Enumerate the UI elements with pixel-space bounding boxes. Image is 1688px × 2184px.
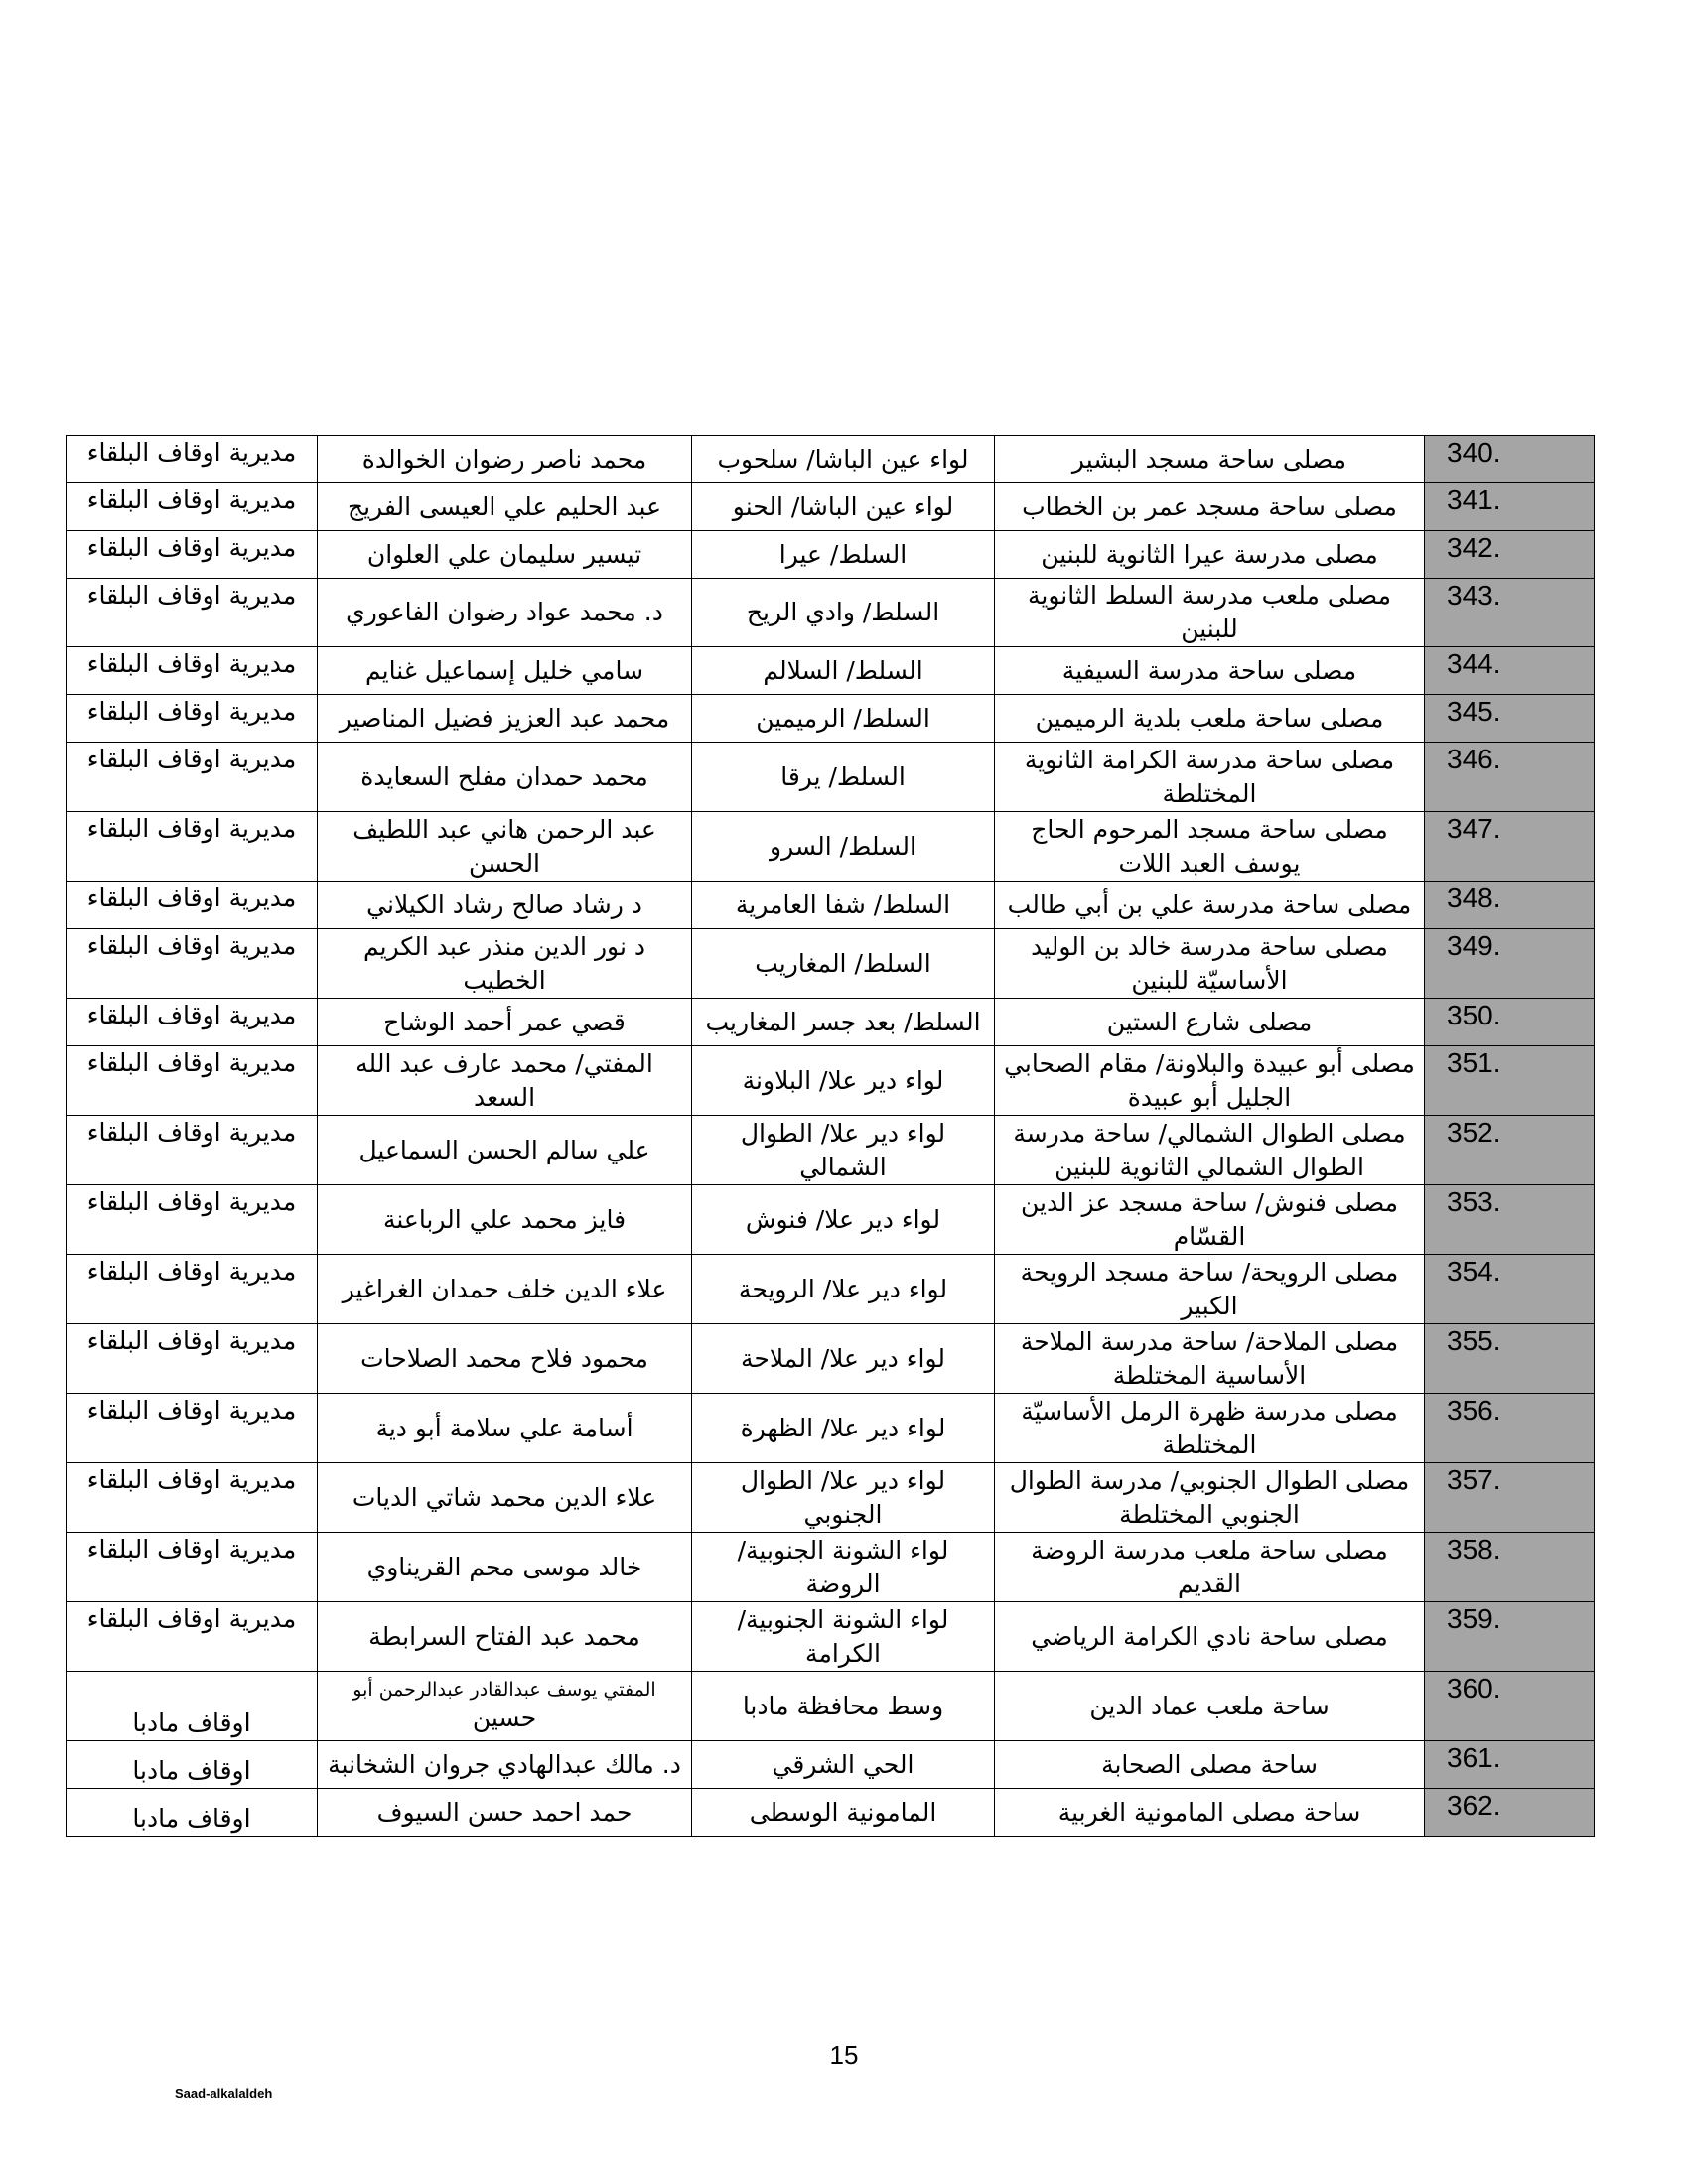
- cell-number: 351.: [1425, 1046, 1595, 1116]
- cell-directorate: مديرية اوقاف البلقاء: [67, 812, 318, 882]
- cell-directorate: مديرية اوقاف البلقاء: [67, 1394, 318, 1463]
- cell-imam: محمد حمدان مفلح السعايدة: [318, 743, 692, 812]
- cell-imam: عبد الحليم علي العيسى الفريج: [318, 483, 692, 531]
- cell-number: 356.: [1425, 1394, 1595, 1463]
- cell-number: 358.: [1425, 1533, 1595, 1602]
- imam-line-1: المفتي يوسف عبدالقادر عبدالرحمن أبو: [352, 1678, 656, 1701]
- cell-area: السلط/ المغاريب: [692, 929, 995, 999]
- cell-directorate: مديرية اوقاف البلقاء: [67, 1046, 318, 1116]
- cell-area: لواء دير علا/ الطوال الشمالي: [692, 1116, 995, 1185]
- cell-number: 354.: [1425, 1255, 1595, 1324]
- table-row: [67, 812, 1595, 882]
- cell-area: السلط/ عيرا: [692, 531, 995, 579]
- table-row: [67, 999, 1595, 1046]
- cell-prayer-place: مصلى ساحة مسجد المرحوم الحاج يوسف العبد اللات: [995, 812, 1425, 882]
- cell-prayer-place: مصلى ساحة مدرسة خالد بن الوليد الأساسيّة للبنين: [995, 929, 1425, 999]
- cell-number: 353.: [1425, 1185, 1595, 1255]
- cell-directorate: مديرية اوقاف البلقاء: [67, 1185, 318, 1255]
- cell-number: 350.: [1425, 999, 1595, 1046]
- cell-prayer-place: مصلى مدرسة عيرا الثانوية للبنين: [995, 531, 1425, 579]
- cell-directorate: مديرية اوقاف البلقاء: [67, 1602, 318, 1672]
- cell-imam: المفتي/ محمد عارف عبد الله السعد: [318, 1046, 692, 1116]
- cell-area: لواء دير علا/ الظهرة: [692, 1394, 995, 1463]
- cell-number: 352.: [1425, 1116, 1595, 1185]
- table-row: [67, 436, 1595, 483]
- table-row: [67, 1672, 1595, 1741]
- cell-prayer-place: مصلى الملاحة/ ساحة مدرسة الملاحة الأساسية المختلطة: [995, 1324, 1425, 1394]
- cell-imam: خالد موسى محم القريناوي: [318, 1533, 692, 1602]
- table-row: [67, 1463, 1595, 1533]
- cell-directorate: مديرية اوقاف البلقاء: [67, 743, 318, 812]
- cell-number: 360.: [1425, 1672, 1595, 1741]
- cell-area: لواء دير علا/ الطوال الجنوبي: [692, 1463, 995, 1533]
- cell-number: 362.: [1425, 1789, 1595, 1837]
- cell-imam: د. محمد عواد رضوان الفاعوري: [318, 579, 692, 647]
- cell-prayer-place: مصلى ساحة مدرسة السيفية: [995, 647, 1425, 695]
- imam-line-2: حسين: [472, 1703, 537, 1732]
- cell-area: السلط/ شفا العامرية: [692, 882, 995, 929]
- cell-directorate: مديرية اوقاف البلقاء: [67, 929, 318, 999]
- table-row: [67, 483, 1595, 531]
- cell-directorate: مديرية اوقاف البلقاء: [67, 647, 318, 695]
- cell-area: المامونية الوسطى: [692, 1789, 995, 1837]
- cell-imam: علاء الدين خلف حمدان الغراغير: [318, 1255, 692, 1324]
- cell-imam: قصي عمر أحمد الوشاح: [318, 999, 692, 1046]
- cell-area: لواء دير علا/ البلاونة: [692, 1046, 995, 1116]
- cell-area: السلط/ يرقا: [692, 743, 995, 812]
- cell-prayer-place: مصلى ساحة مسجد البشير: [995, 436, 1425, 483]
- cell-area: الحي الشرقي: [692, 1741, 995, 1789]
- cell-prayer-place: مصلى الطوال الجنوبي/ مدرسة الطوال الجنوبي المختلطة: [995, 1463, 1425, 1533]
- cell-prayer-place: مصلى ملعب مدرسة السلط الثانوية للبنين: [995, 579, 1425, 647]
- table-row: [67, 1741, 1595, 1789]
- table-row: [67, 743, 1595, 812]
- cell-directorate: مديرية اوقاف البلقاء: [67, 483, 318, 531]
- cell-imam: فايز محمد علي الرباعنة: [318, 1185, 692, 1255]
- cell-prayer-place: مصلى ساحة مسجد عمر بن الخطاب: [995, 483, 1425, 531]
- cell-prayer-place: مصلى ساحة مدرسة علي بن أبي طالب: [995, 882, 1425, 929]
- cell-prayer-place: ساحة ملعب عماد الدين: [995, 1672, 1425, 1741]
- cell-prayer-place: مصلى الطوال الشمالي/ ساحة مدرسة الطوال الشمالي الثانوية للبنين: [995, 1116, 1425, 1185]
- cell-directorate: مديرية اوقاف البلقاء: [67, 1116, 318, 1185]
- cell-area: لواء عين الباشا/ الحنو: [692, 483, 995, 531]
- table-row: [67, 1255, 1595, 1324]
- cell-directorate: مديرية اوقاف البلقاء: [67, 436, 318, 483]
- cell-number: 344.: [1425, 647, 1595, 695]
- table-body: [67, 436, 1595, 1837]
- cell-directorate: مديرية اوقاف البلقاء: [67, 531, 318, 579]
- cell-directorate: اوقاف مادبا: [67, 1741, 318, 1789]
- cell-imam: عبد الرحمن هاني عبد اللطيف الحسن: [318, 812, 692, 882]
- table-row: [67, 647, 1595, 695]
- table-row: [67, 1394, 1595, 1463]
- cell-area: السلط/ السلالم: [692, 647, 995, 695]
- table-row: [67, 1116, 1595, 1185]
- cell-number: 349.: [1425, 929, 1595, 999]
- cell-imam: أسامة علي سلامة أبو دية: [318, 1394, 692, 1463]
- cell-imam: علي سالم الحسن السماعيل: [318, 1116, 692, 1185]
- cell-area: السلط/ السرو: [692, 812, 995, 882]
- cell-prayer-place: مصلى ساحة مدرسة الكرامة الثانوية المختلطة: [995, 743, 1425, 812]
- cell-area: لواء الشونة الجنوبية/ الكرامة: [692, 1602, 995, 1672]
- cell-number: 346.: [1425, 743, 1595, 812]
- author-label: Saad-alkalaldeh: [175, 2086, 273, 2101]
- cell-area: لواء عين الباشا/ سلحوب: [692, 436, 995, 483]
- cell-number: 340.: [1425, 436, 1595, 483]
- table-row: [67, 579, 1595, 647]
- cell-prayer-place: مصلى مدرسة ظهرة الرمل الأساسيّة المختلطة: [995, 1394, 1425, 1463]
- cell-prayer-place: ساحة مصلى الصحابة: [995, 1741, 1425, 1789]
- cell-number: 343.: [1425, 579, 1595, 647]
- cell-number: 341.: [1425, 483, 1595, 531]
- cell-area: وسط محافظة مادبا: [692, 1672, 995, 1741]
- cell-imam: د نور الدين منذر عبد الكريم الخطيب: [318, 929, 692, 999]
- cell-number: 348.: [1425, 882, 1595, 929]
- cell-imam: علاء الدين محمد شاتي الديات: [318, 1463, 692, 1533]
- cell-directorate: مديرية اوقاف البلقاء: [67, 999, 318, 1046]
- cell-directorate: مديرية اوقاف البلقاء: [67, 882, 318, 929]
- cell-number: 359.: [1425, 1602, 1595, 1672]
- cell-number: 355.: [1425, 1324, 1595, 1394]
- cell-area: السلط/ وادي الريح: [692, 579, 995, 647]
- cell-area: السلط/ بعد جسر المغاريب: [692, 999, 995, 1046]
- cell-directorate: مديرية اوقاف البلقاء: [67, 579, 318, 647]
- cell-directorate: اوقاف مادبا: [67, 1789, 318, 1837]
- cell-number: 342.: [1425, 531, 1595, 579]
- table-row: [67, 1602, 1595, 1672]
- table-row: [67, 531, 1595, 579]
- cell-prayer-place: مصلى ساحة نادي الكرامة الرياضي: [995, 1602, 1425, 1672]
- cell-directorate: مديرية اوقاف البلقاء: [67, 1463, 318, 1533]
- table-row: [67, 882, 1595, 929]
- cell-directorate: مديرية اوقاف البلقاء: [67, 1255, 318, 1324]
- cell-directorate: مديرية اوقاف البلقاء: [67, 1324, 318, 1394]
- table-row: [67, 1185, 1595, 1255]
- cell-prayer-place: مصلى الرويحة/ ساحة مسجد الرويحة الكبير: [995, 1255, 1425, 1324]
- cell-imam: د رشاد صالح رشاد الكيلاني: [318, 882, 692, 929]
- cell-imam: د. مالك عبدالهادي جروان الشخانبة: [318, 1741, 692, 1789]
- cell-area: لواء دير علا/ الملاحة: [692, 1324, 995, 1394]
- cell-number: 357.: [1425, 1463, 1595, 1533]
- table-row: [67, 695, 1595, 743]
- cell-imam: محمد عبد الفتاح السرابطة: [318, 1602, 692, 1672]
- cell-prayer-place: مصلى شارع الستين: [995, 999, 1425, 1046]
- cell-area: لواء دير علا/ الرويحة: [692, 1255, 995, 1324]
- cell-number: 345.: [1425, 695, 1595, 743]
- cell-prayer-place: مصلى فنوش/ ساحة مسجد عز الدين القسّام: [995, 1185, 1425, 1255]
- table-row: [67, 1789, 1595, 1837]
- mosques-table: [66, 435, 1595, 1837]
- table-row: [67, 929, 1595, 999]
- cell-imam: سامي خليل إسماعيل غنايم: [318, 647, 692, 695]
- cell-imam: حمد احمد حسن السيوف: [318, 1789, 692, 1837]
- cell-imam: محمد عبد العزيز فضيل المناصير: [318, 695, 692, 743]
- cell-prayer-place: مصلى ساحة ملعب بلدية الرميمين: [995, 695, 1425, 743]
- cell-directorate: اوقاف مادبا: [67, 1672, 318, 1741]
- cell-imam: تيسير سليمان علي العلوان: [318, 531, 692, 579]
- cell-number: 347.: [1425, 812, 1595, 882]
- cell-prayer-place: مصلى ساحة ملعب مدرسة الروضة القديم: [995, 1533, 1425, 1602]
- cell-imam: [318, 1672, 692, 1741]
- cell-area: لواء الشونة الجنوبية/ الروضة: [692, 1533, 995, 1602]
- cell-prayer-place: ساحة مصلى المامونية الغربية: [995, 1789, 1425, 1837]
- cell-directorate: مديرية اوقاف البلقاء: [67, 1533, 318, 1602]
- cell-directorate: مديرية اوقاف البلقاء: [67, 695, 318, 743]
- table-row: [67, 1533, 1595, 1602]
- cell-area: السلط/ الرميمين: [692, 695, 995, 743]
- table-row: [67, 1324, 1595, 1394]
- page-number: 15: [829, 2040, 859, 2070]
- table-row: [67, 1046, 1595, 1116]
- cell-area: لواء دير علا/ فنوش: [692, 1185, 995, 1255]
- cell-prayer-place: مصلى أبو عبيدة والبلاونة/ مقام الصحابي الجليل أبو عبيدة: [995, 1046, 1425, 1116]
- cell-imam: محمد ناصر رضوان الخوالدة: [318, 436, 692, 483]
- cell-imam: محمود فلاح محمد الصلاحات: [318, 1324, 692, 1394]
- cell-number: 361.: [1425, 1741, 1595, 1789]
